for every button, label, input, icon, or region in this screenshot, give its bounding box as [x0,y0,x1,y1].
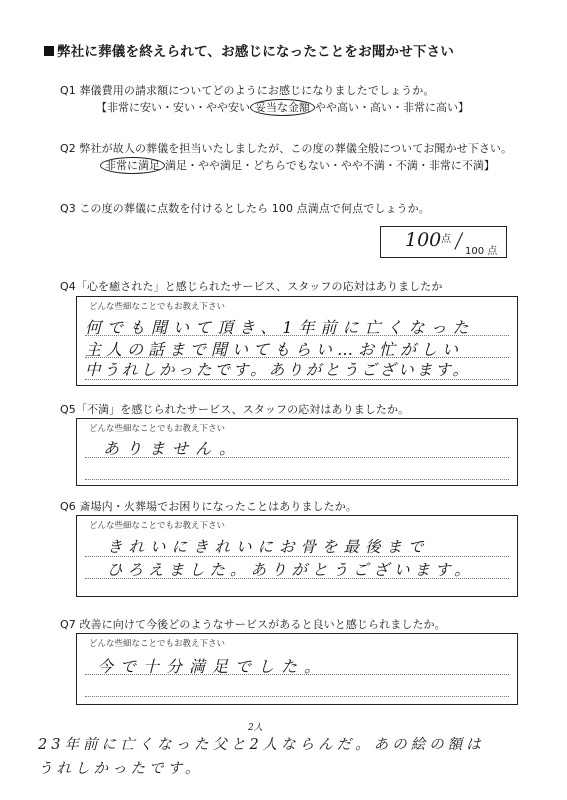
q5-question: Q5「不満」を感じられたサービス、スタッフの応対はありましたか。 [60,403,410,416]
ruled-line [85,479,509,480]
q1-options-after: やや高い・高い・非常に高い】 [315,101,469,114]
q5-answer-line-1: ありません。 [103,439,242,458]
score-unit: 点 [441,234,451,245]
q4-answer-line-3: 中うれしかったです。ありがとうございます。 [85,361,472,379]
page-title: 弊社に葬儀を終えられて、お感じになったことをお聞かせ下さい [44,40,454,60]
q7-hint: どんな些細なことでもお教え下さい [89,639,226,649]
score-slash: / [453,228,465,255]
q4-answer-line-1: 何でも聞いて頂き、1年前に亡くなった [85,318,475,337]
footer-line-2: うれしかったです。 [38,761,204,777]
q2-options [100,157,495,173]
score-box[interactable] [380,226,507,258]
q6-question: Q6 斎場内・火葬場でお困りになったことはありましたか。 [60,500,357,513]
q7-question: Q7 改善に向けて今後どのようなサービスがあると良いと感じられましたか。 [60,618,446,631]
q6-answer-line-2: ひろえました。ありがとうございます。 [107,561,475,579]
q6-hint: どんな些細なことでもお教え下さい [89,521,226,531]
q4-question: Q4「心を癒された」と感じられたサービス、スタッフの応対はありましたか [60,280,443,293]
q4-hint: どんな些細なことでもお教え下さい [89,302,226,312]
score-total: 100 点 [465,246,498,257]
q2-options-after: 満足・やや満足・どちらでもない・やや不満・不満・非常に不満】 [165,159,495,172]
footer-superscript-note: 2人 [248,723,263,733]
q6-answer-line-1: きれいにきれいにお骨を最後まで [107,538,430,556]
q4-answer-line-2: 主人の話まで聞いてもらい…お忙がしい [85,340,464,359]
q6-answer-box[interactable] [76,515,518,597]
q1-options-before: 【非常に安い・安い・やや安い [96,101,250,114]
q4-answer-box[interactable] [76,296,518,386]
q3-question: Q3 この度の葬儀に点数を付けるとしたら 100 点満点で何点でしょうか。 [60,202,430,215]
score-value: 100 [405,229,442,251]
q1-selected-option[interactable]: 妥当な金額 [250,99,315,116]
q7-answer-line-1: 今で十分満足でした。 [97,657,328,676]
q1-options [96,99,469,115]
q5-answer-box[interactable] [76,418,518,486]
footer-line-1: 23年前に亡くなった父と2人ならんだ。あの絵の額は [38,737,485,753]
q5-hint: どんな些細なことでもお教え下さい [89,424,226,434]
square-bullet-icon [44,46,54,56]
q2-question: Q2 弊社が故人の葬儀を担当いたしましたが、この度の葬儀全般についてお聞かせ下さい。 [60,142,513,155]
q1-question: Q1 葬儀費用の請求額についてどのようにお感じになりましたでしょうか。 [60,84,435,97]
q2-selected-option[interactable]: 非常に満足 [100,157,165,174]
q7-answer-box[interactable] [76,633,518,705]
ruled-line [85,696,509,697]
